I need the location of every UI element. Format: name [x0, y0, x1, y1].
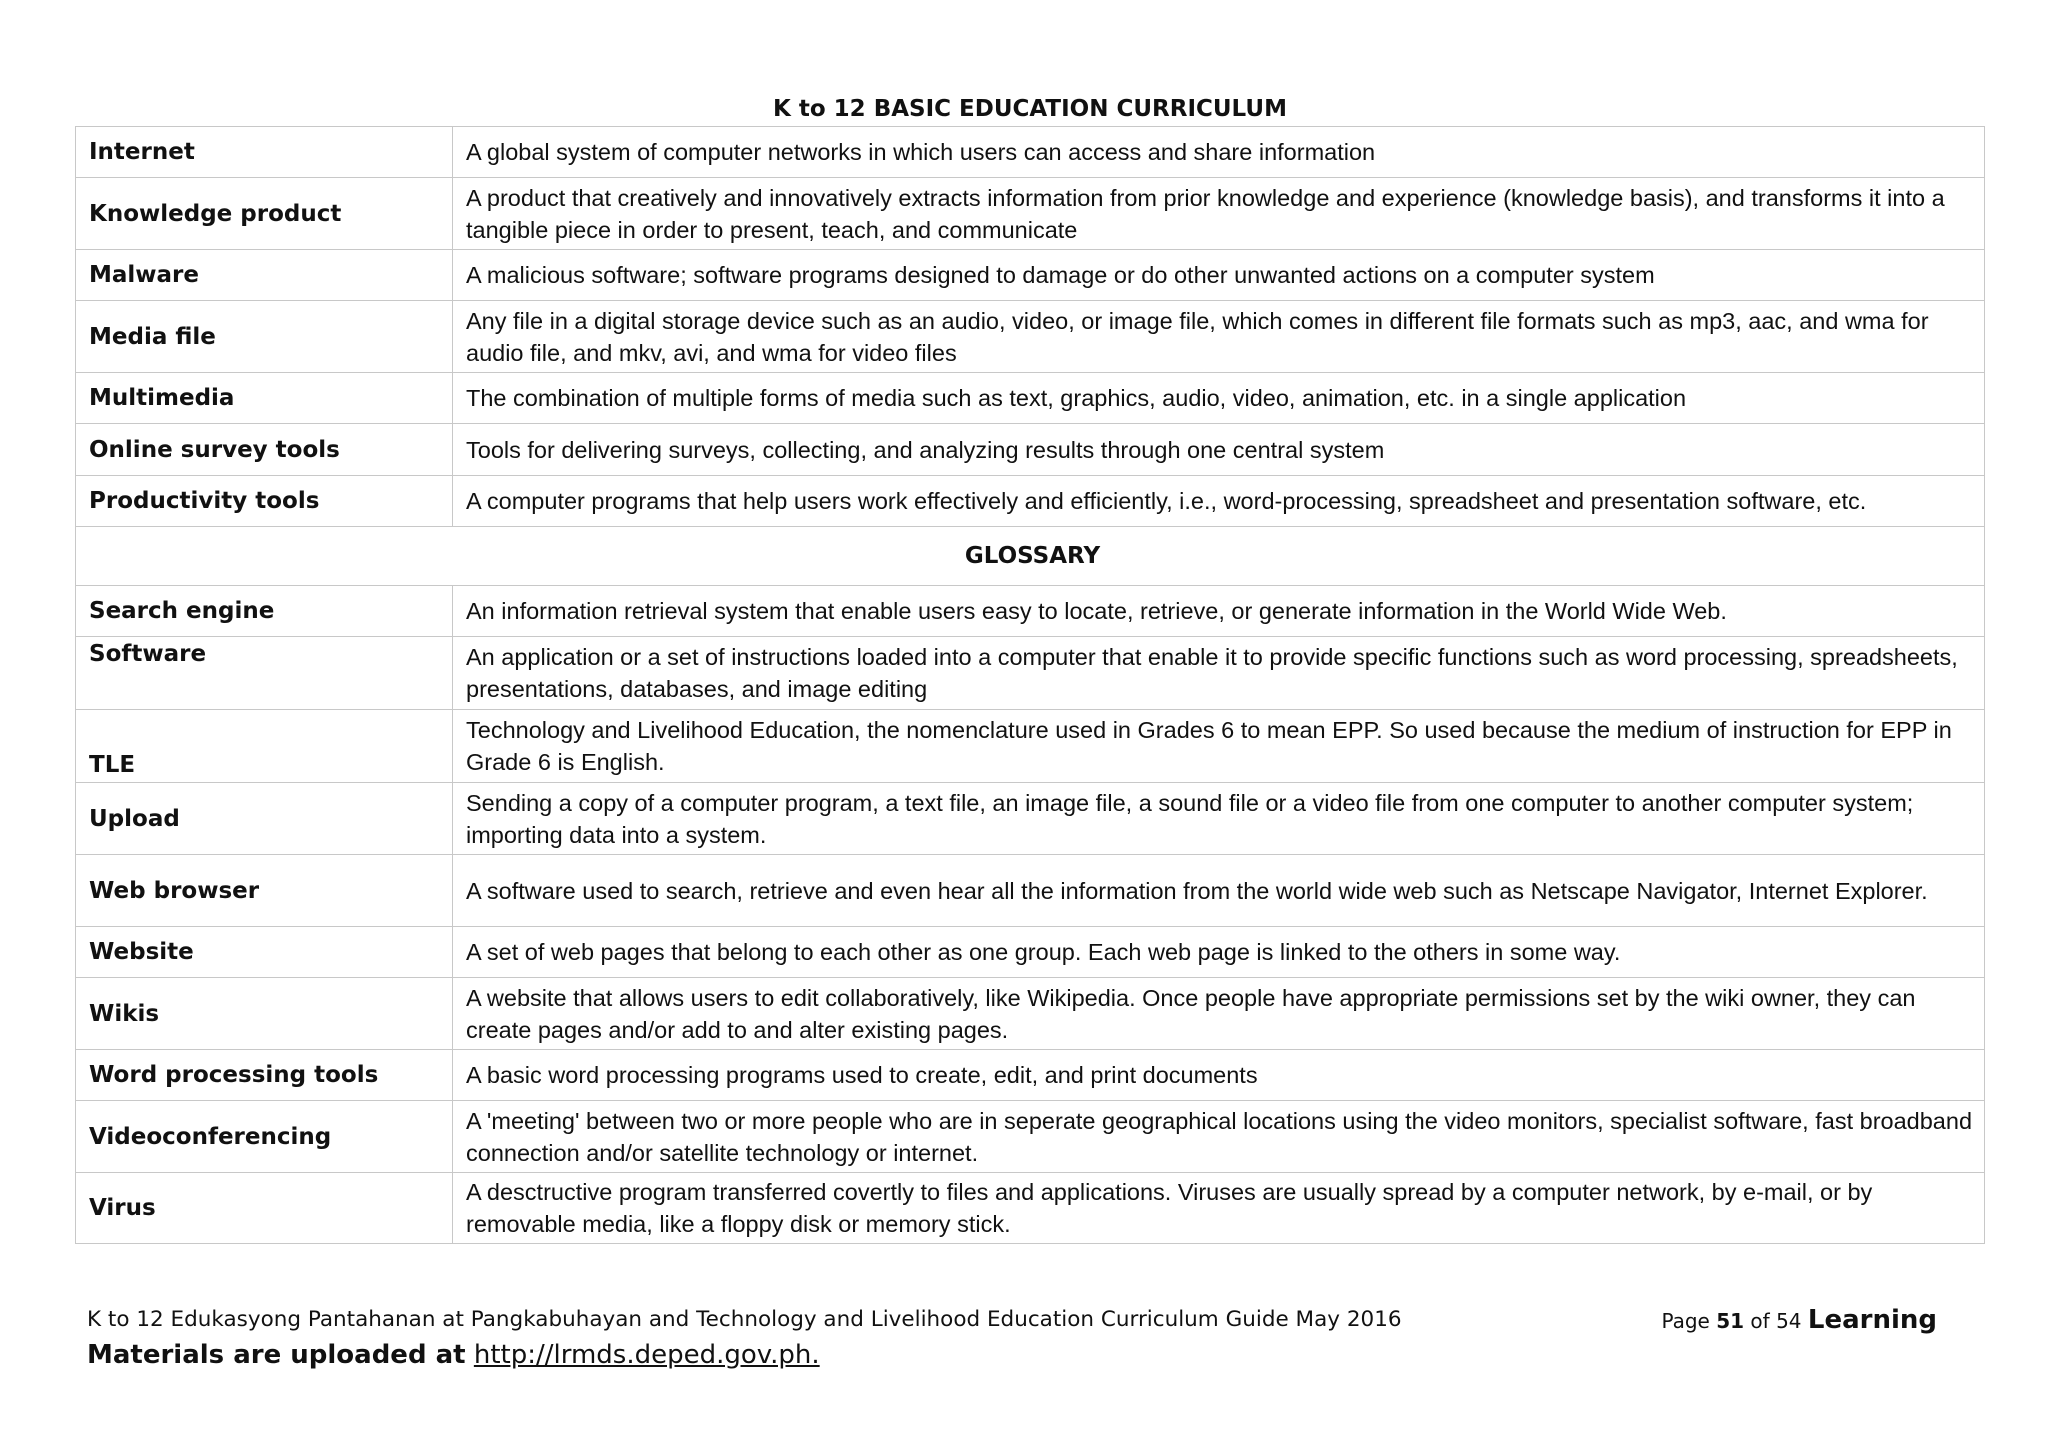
table-row — [76, 710, 1985, 783]
table-row — [76, 250, 1985, 301]
table-row — [76, 783, 1985, 855]
glossary-definition: Technology and Livelihood Education, the nomenclature used in Grades 6 to mean EPP. So used because the medium of instruction for EPP in Grade 6 is English. — [453, 710, 1985, 783]
glossary-term: Productivity tools — [76, 476, 453, 527]
page-prefix: Page — [1661, 1309, 1710, 1333]
glossary-term: Website — [76, 927, 453, 978]
glossary-definition: A desctructive program transferred covertly to files and applications. Viruses are usually spread by a computer network, by e-mail, or by removable media, like a floppy disk or memory stick. — [453, 1173, 1985, 1244]
glossary-definition: A 'meeting' between two or more people who are in seperate geographical locations using the video monitors, specialist software, fast broadband connection and/or satellite technology or internet. — [453, 1101, 1985, 1173]
glossary-term: Word processing tools — [76, 1050, 453, 1101]
table-row — [76, 927, 1985, 978]
glossary-term: Malware — [76, 250, 453, 301]
glossary-term: Wikis — [76, 978, 453, 1050]
glossary-term: Software — [76, 637, 453, 710]
footer-materials-text: Materials are uploaded at — [87, 1340, 466, 1370]
table-row — [76, 637, 1985, 710]
glossary-term: Media file — [76, 301, 453, 373]
table-row — [76, 586, 1985, 637]
table-row — [76, 978, 1985, 1050]
table-row — [76, 373, 1985, 424]
glossary-table — [75, 126, 1985, 1244]
page-title: K to 12 BASIC EDUCATION CURRICULUM — [773, 96, 1287, 122]
glossary-definition: A global system of computer networks in which users can access and share information — [453, 127, 1985, 178]
glossary-definition: A website that allows users to edit collaboratively, like Wikipedia. Once people have appropriate permissions set by the wiki owner, they can create pages and/or add to and alter existing pages. — [453, 978, 1985, 1050]
table-row — [76, 424, 1985, 476]
table-row — [76, 178, 1985, 250]
glossary-term: Upload — [76, 783, 453, 855]
glossary-definition: Sending a copy of a computer program, a text file, an image file, a sound file or a video file from one computer to another computer system; importing data into a system. — [453, 783, 1985, 855]
footer-learning: Learning — [1807, 1305, 1937, 1335]
page-total: 54 — [1776, 1309, 1802, 1333]
footer-materials-line — [87, 1338, 1937, 1372]
glossary-definition: An information retrieval system that enable users easy to locate, retrieve, or generate information in the World Wide Web. — [453, 586, 1985, 637]
page-footer — [87, 1304, 1937, 1372]
section-heading: GLOSSARY — [76, 527, 1985, 586]
footer-line — [87, 1304, 1937, 1336]
page-of: of — [1750, 1309, 1770, 1333]
glossary-definition: An application or a set of instructions loaded into a computer that enable it to provide specific functions such as word processing, spreadsheets, presentations, databases, and image editing — [453, 637, 1985, 710]
glossary-definition: A computer programs that help users work effectively and efficiently, i.e., word-processing, spreadsheet and presentation software, etc. — [453, 476, 1985, 527]
glossary-definition: A malicious software; software programs designed to damage or do other unwanted actions on a computer system — [453, 250, 1985, 301]
glossary-definition: Tools for delivering surveys, collecting, and analyzing results through one central system — [453, 424, 1985, 476]
glossary-definition: A basic word processing programs used to create, edit, and print documents — [453, 1050, 1985, 1101]
glossary-term: Multimedia — [76, 373, 453, 424]
page-number: 51 — [1716, 1309, 1745, 1333]
table-row — [76, 127, 1985, 178]
page-indicator — [1661, 1304, 1937, 1337]
table-row — [76, 301, 1985, 373]
glossary-term: Search engine — [76, 586, 453, 637]
footer-guide-text: K to 12 Edukasyong Pantahanan at Pangkabuhayan and Technology and Livelihood Education Curriculum Guide May 2016 — [87, 1307, 1402, 1332]
glossary-term: Videoconferencing — [76, 1101, 453, 1173]
table-row — [76, 476, 1985, 527]
glossary-definition: The combination of multiple forms of media such as text, graphics, audio, video, animation, etc. in a single application — [453, 373, 1985, 424]
table-row — [76, 1173, 1985, 1244]
glossary-term: Knowledge product — [76, 178, 453, 250]
glossary-term: Internet — [76, 127, 453, 178]
glossary-term: TLE — [76, 710, 453, 783]
glossary-definition: A set of web pages that belong to each other as one group. Each web page is linked to the others in some way. — [453, 927, 1985, 978]
glossary-term: Virus — [76, 1173, 453, 1244]
glossary-term: Online survey tools — [76, 424, 453, 476]
glossary-definition: A software used to search, retrieve and even hear all the information from the world wide web such as Netscape Navigator, Internet Explorer. — [453, 855, 1985, 927]
table-row — [76, 855, 1985, 927]
glossary-definition: A product that creatively and innovatively extracts information from prior knowledge and experience (knowledge basis), and transforms it into a tangible piece in order to present, teach, and communicate — [453, 178, 1985, 250]
section-heading-row — [76, 527, 1985, 586]
table-row — [76, 1050, 1985, 1101]
glossary-definition: Any file in a digital storage device such as an audio, video, or image file, which comes in different file formats such as mp3, aac, and wma for audio file, and mkv, avi, and wma for video files — [453, 301, 1985, 373]
glossary-term: Web browser — [76, 855, 453, 927]
lrmds-link[interactable]: http://lrmds.deped.gov.ph. — [473, 1340, 820, 1370]
table-row — [76, 1101, 1985, 1173]
